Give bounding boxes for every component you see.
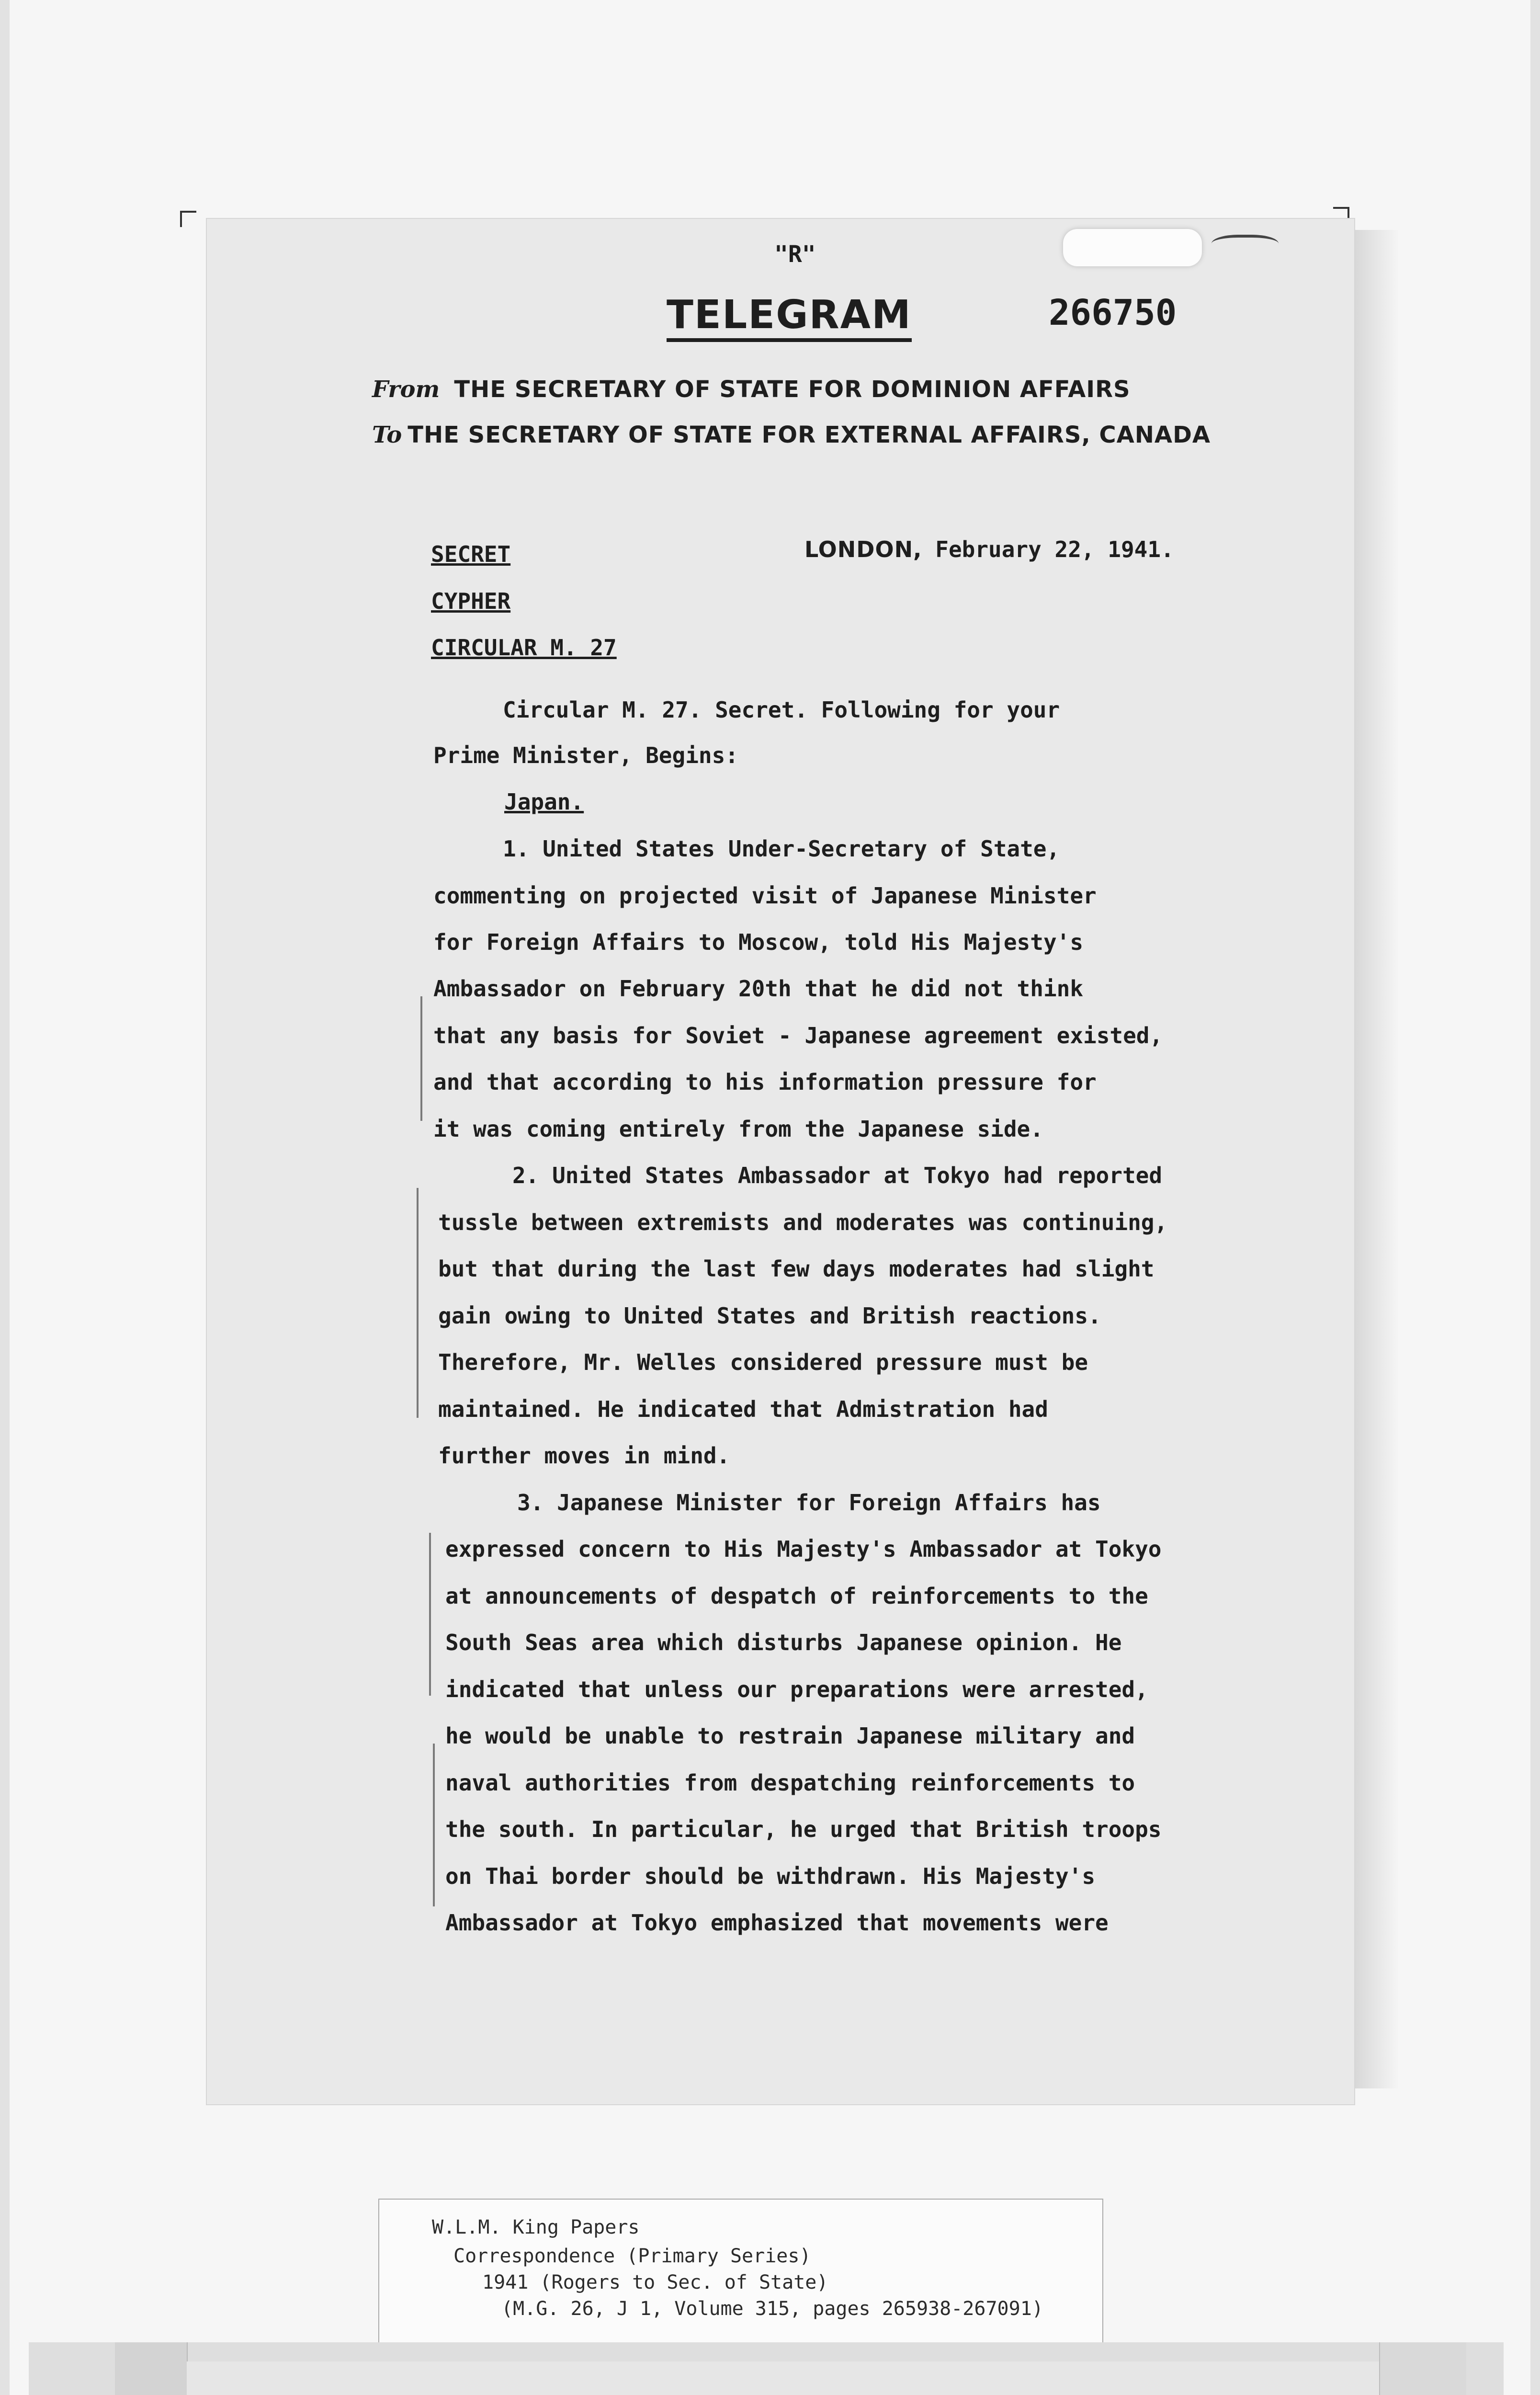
body-line: tussle between extremists and moderates was continuing,: [438, 1209, 1168, 1235]
body-line: but that during the last few days moderates had slight: [438, 1256, 1155, 1282]
banner-right-tab: [1379, 2342, 1466, 2395]
body-line: gain owing to United States and British reactions.: [438, 1303, 1101, 1329]
body-line: 1. United States Under-Secretary of State,: [503, 836, 1060, 862]
to-label: To: [372, 422, 402, 448]
body-line: he would be unable to restrain Japanese military and: [445, 1723, 1135, 1749]
from-line: [372, 376, 1131, 403]
telegram-number: 266750: [1049, 292, 1177, 333]
citation-line: W.L.M. King Papers: [432, 2216, 640, 2238]
from-text: THE SECRETARY OF STATE FOR DOMINION AFFAIRS: [454, 376, 1131, 403]
body-line: Ambassador on February 20th that he did not think: [433, 976, 1084, 1002]
dateline-date: February 22, 1941.: [935, 536, 1174, 562]
banner-left-tab: [115, 2342, 188, 2395]
secret-marking: SECRET: [431, 541, 511, 567]
citation-line: 1941 (Rogers to Sec. of State): [482, 2271, 828, 2293]
body-line: commenting on projected visit of Japanese Minister: [433, 883, 1097, 909]
body-line: on Thai border should be withdrawn. His Majesty's: [445, 1863, 1096, 1889]
circular-marking: CIRCULAR M. 27: [431, 635, 617, 661]
body-line: Circular M. 27. Secret. Following for your: [503, 697, 1060, 723]
body-line: and that according to his information pressure for: [433, 1069, 1097, 1095]
body-line: the south. In particular, he urged that British troops: [445, 1816, 1162, 1842]
body-line: maintained. He indicated that Admistration had: [438, 1396, 1048, 1422]
archives-banner: [29, 2342, 1504, 2395]
body-line: Prime Minister, Begins:: [433, 742, 738, 768]
citation-label: [378, 2199, 1103, 2359]
body-line: Ambassador at Tokyo emphasized that movements were: [445, 1910, 1109, 1936]
section-heading: Japan.: [504, 789, 584, 815]
body-line: indicated that unless our preparations were arrested,: [445, 1676, 1148, 1702]
body-line: Therefore, Mr. Welles considered pressure must be: [438, 1349, 1088, 1375]
page-shadow: [1355, 230, 1398, 2088]
body-line: 2. United States Ambassador at Tokyo had reported: [512, 1163, 1163, 1188]
citation-line: Correspondence (Primary Series): [453, 2245, 811, 2267]
crop-mark-top-left: [180, 211, 196, 227]
body-line: further moves in mind.: [438, 1443, 730, 1469]
margin-line: [433, 1744, 435, 1906]
pen-mark: [1212, 235, 1279, 257]
dateline-place: LONDON,: [804, 536, 922, 562]
body-line: 3. Japanese Minister for Foreign Affairs has: [517, 1490, 1101, 1516]
body-line: expressed concern to His Majesty's Ambassador at Tokyo: [445, 1536, 1162, 1562]
margin-line: [417, 1188, 419, 1418]
tape-strip: [1063, 229, 1202, 266]
body-line: that any basis for Soviet - Japanese agreement existed,: [433, 1023, 1163, 1049]
film-edge-right: [1530, 0, 1540, 2395]
from-label: From: [372, 376, 440, 403]
film-edge-left: [0, 0, 10, 2395]
banner-panel: [187, 2361, 1413, 2395]
body-line: for Foreign Affairs to Moscow, told His Majesty's: [433, 929, 1084, 955]
cypher-marking: CYPHER: [431, 588, 511, 614]
to-text: THE SECRETARY OF STATE FOR EXTERNAL AFFAIRS, CANADA: [408, 422, 1211, 448]
body-line: South Seas area which disturbs Japanese opinion. He: [445, 1630, 1122, 1655]
body-line: it was coming entirely from the Japanese side.: [433, 1116, 1043, 1142]
dateline: [804, 536, 1174, 562]
to-line: [372, 422, 1211, 448]
margin-line: [420, 996, 422, 1121]
classification-mark: "R": [774, 241, 816, 268]
citation-line: (M.G. 26, J 1, Volume 315, pages 265938-267091): [501, 2298, 1043, 2320]
body-line: naval authorities from despatching reinforcements to: [445, 1770, 1135, 1796]
margin-line: [429, 1533, 431, 1696]
page-title: TELEGRAM: [667, 292, 912, 342]
body-line: at announcements of despatch of reinforcements to the: [445, 1583, 1148, 1609]
